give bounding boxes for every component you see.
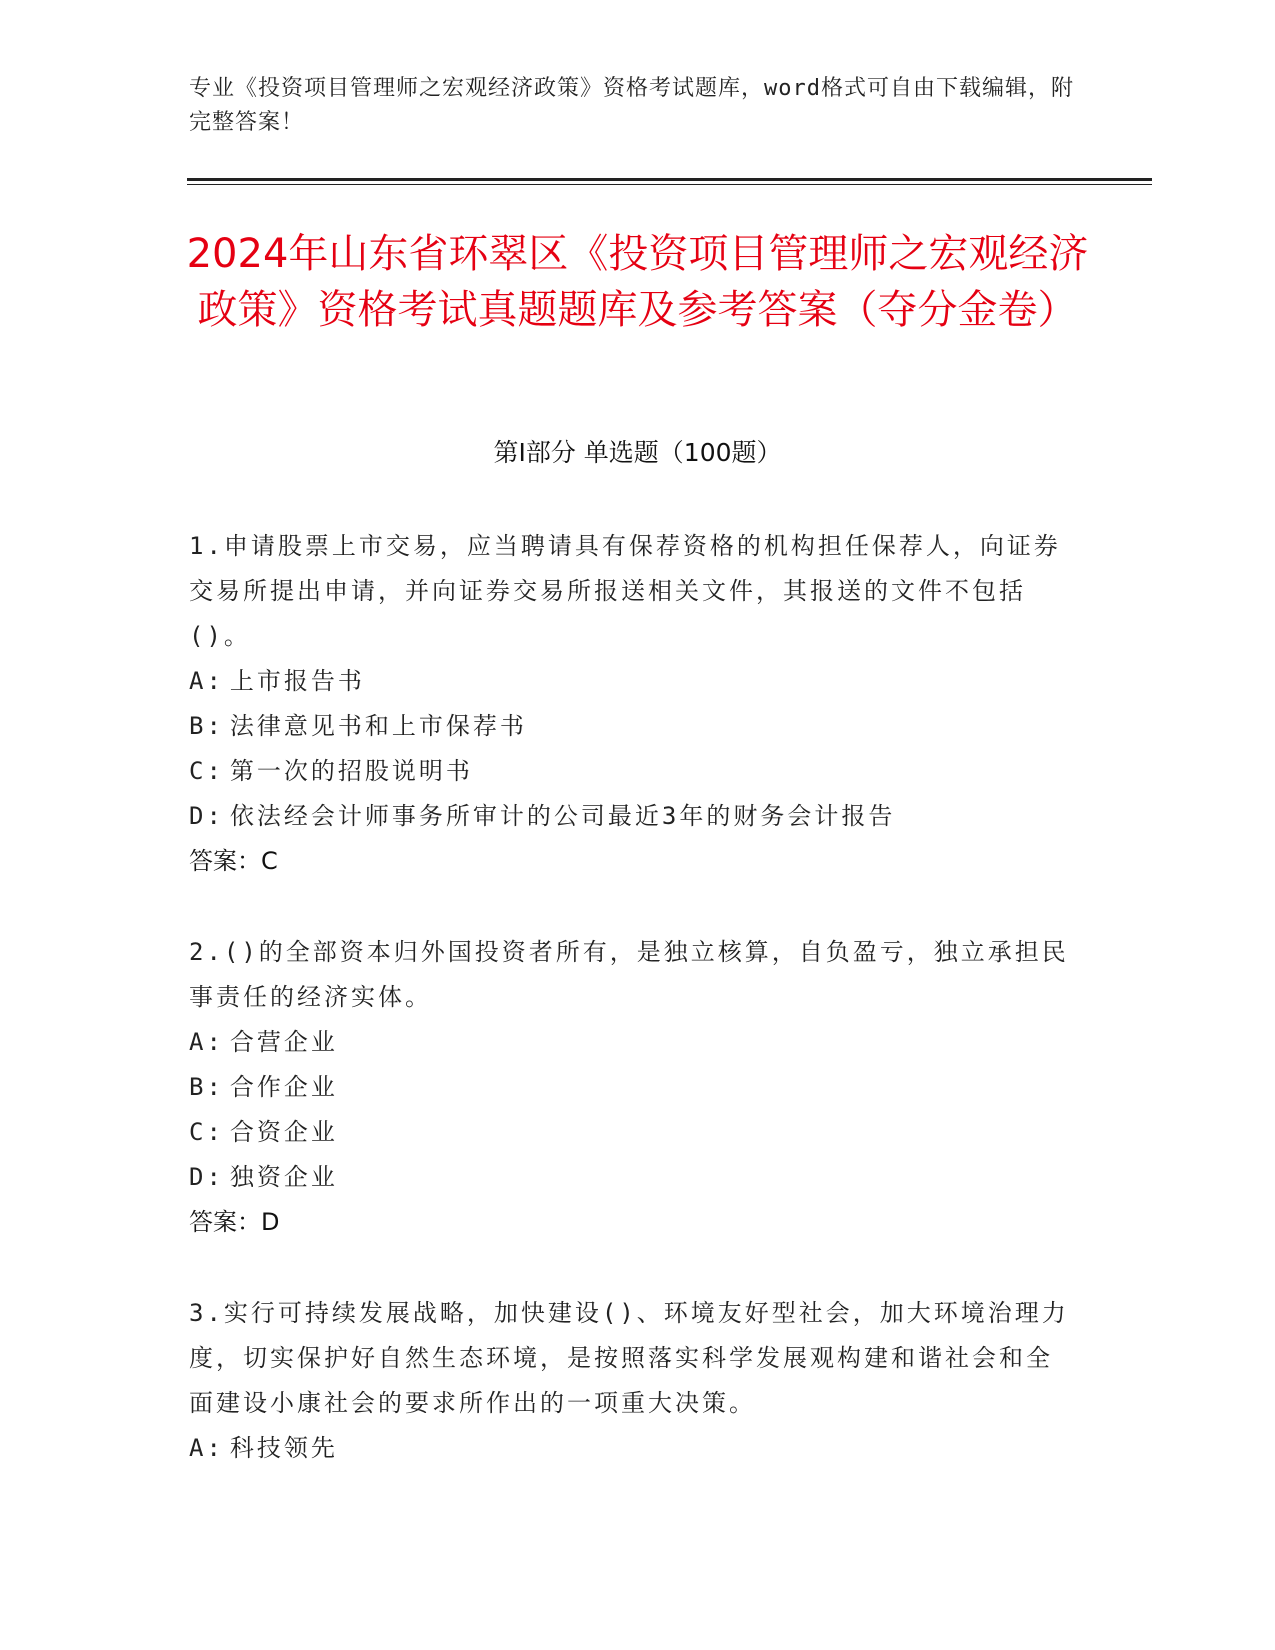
header-divider <box>187 178 1152 181</box>
option-text: 合营企业 <box>229 1028 338 1056</box>
option-label: D: <box>189 802 224 830</box>
option-label: B: <box>189 712 224 740</box>
option-label: A: <box>189 1028 224 1056</box>
question-stem: 2.()的全部资本归外国投资者所有，是独立核算，自负盈亏，独立承担民事责任的经济实体。 <box>189 938 1069 1011</box>
header-divider-thin <box>187 184 1152 185</box>
document-title: 2024年山东省环翠区《投资项目管理师之宏观经济政策》资格考试真题题库及参考答案（夺分金卷） <box>186 231 1089 333</box>
question-2 <box>189 930 1069 1245</box>
option-a <box>189 1020 1069 1065</box>
option-text: 合资企业 <box>229 1118 338 1146</box>
option-label: D: <box>189 1163 224 1191</box>
question-stem: 1.申请股票上市交易，应当聘请具有保荐资格的机构担任保荐人，向证券交易所提出申请，并向证券交易所报送相关文件，其报送的文件不包括()。 <box>189 532 1061 650</box>
header-note: 专业《投资项目管理师之宏观经济政策》资格考试题库，word格式可自由下载编辑，附完整答案！ <box>189 76 1074 135</box>
option-a <box>189 659 1069 704</box>
question-3 <box>189 1291 1069 1471</box>
option-text: 依法经会计师事务所审计的公司最近3年的财务会计报告 <box>229 802 896 830</box>
option-b <box>189 704 1069 749</box>
option-a <box>189 1426 1069 1471</box>
option-text: 法律意见书和上市保荐书 <box>229 712 527 740</box>
option-text: 第一次的招股说明书 <box>229 757 473 785</box>
option-d <box>189 1155 1069 1200</box>
option-c <box>189 749 1069 794</box>
option-text: 独资企业 <box>229 1163 338 1191</box>
question-stem: 3.实行可持续发展战略，加快建设()、环境友好型社会，加大环境治理力度，切实保护好自然生态环境，是按照落实科学发展观构建和谐社会和全面建设小康社会的要求所作出的一项重大决策。 <box>189 1299 1069 1417</box>
option-text: 上市报告书 <box>229 667 365 695</box>
option-text: 合作企业 <box>229 1073 338 1101</box>
question-list <box>189 524 1069 1517</box>
answer-line: 答案：D <box>189 1208 280 1236</box>
option-d <box>189 794 1069 839</box>
option-label: C: <box>189 1118 224 1146</box>
section-heading: 第Ⅰ部分 单选题（100题） <box>493 438 782 467</box>
option-text: 科技领先 <box>229 1434 338 1462</box>
option-label: C: <box>189 757 224 785</box>
option-b <box>189 1065 1069 1110</box>
option-label: A: <box>189 667 224 695</box>
option-c <box>189 1110 1069 1155</box>
option-label: B: <box>189 1073 224 1101</box>
question-1 <box>189 524 1069 884</box>
answer-line: 答案：C <box>189 847 278 875</box>
option-label: A: <box>189 1434 224 1462</box>
